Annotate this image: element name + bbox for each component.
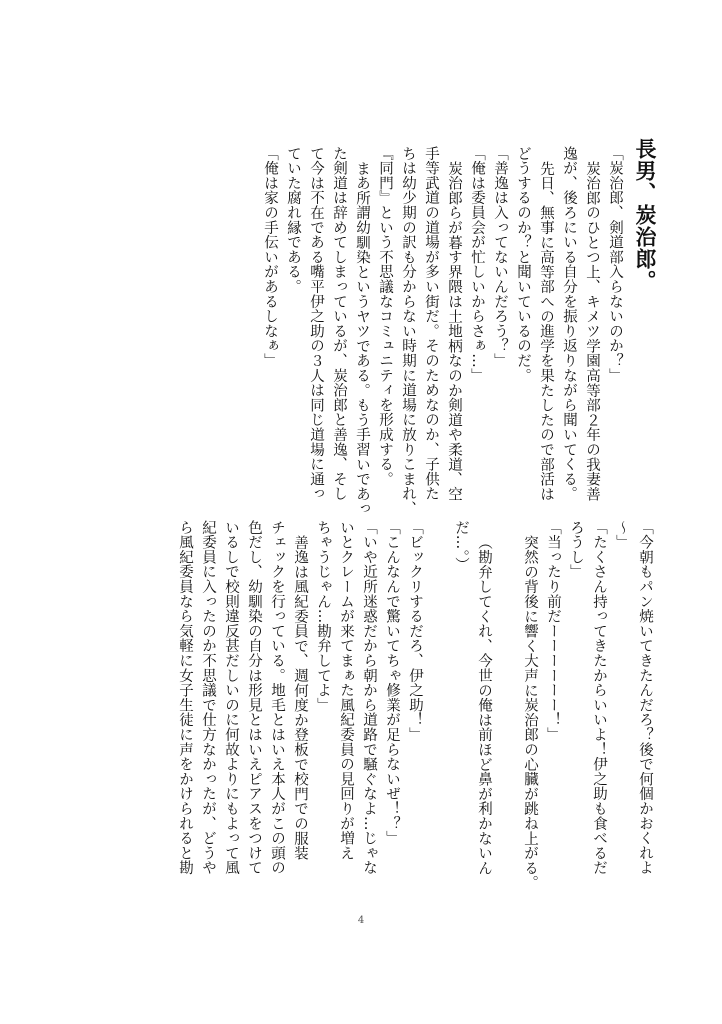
text-line: 「当ったり前だーーーーーー！」 [545, 520, 561, 742]
text-line: 手等武道の道場が多い街だ。そのためなのか、子供た [423, 146, 439, 502]
text-line: ちゃうじゃん…勘弁してよ」 [315, 520, 331, 713]
text-line: 『同門』という不思議なコミュニティを形成する。 [377, 146, 393, 487]
text-line: 「俺は委員会が忙しいからさぁ…」 [469, 146, 485, 383]
text-line: ら風紀委員なら気軽に女子生徒に声をかけられると勘 [177, 520, 193, 876]
text-line: いるしで校則違反甚だしいのに何故よりにもよって風 [223, 520, 239, 876]
lower-text-block [173, 520, 656, 900]
text-line: 色だし、幼馴染の自分は形見とはいえピアスをつけて [246, 520, 262, 876]
upper-text-block [258, 146, 626, 516]
text-line: ていた腐れ縁である。 [285, 146, 301, 294]
text-line: 「善逸は入ってないんだろう？」 [492, 146, 508, 368]
text-line: 「たくさん持ってきたからいいよ！伊之助も食べるだ [591, 520, 607, 876]
text-line: 紀委員に入ったのか不思議で仕方なかったが、どうや [200, 520, 216, 876]
text-line: 炭治郎のひとつ上、キメツ学園高等部２年の我妻善 [584, 160, 600, 501]
text-line: 「今朝もパン焼いてきたんだろ？後で何個かおくれよ [637, 520, 653, 876]
text-line: だ…。） [453, 520, 469, 572]
text-line: ちは幼少期の訳も分からない時期に道場に放りこまれ、 [400, 146, 416, 516]
chapter-title: 長男、炭治郎。 [633, 138, 658, 292]
text-line: 「いや近所迷惑だから朝から道路で騒ぐなよ…じゃな [361, 520, 377, 876]
text-line: 「炭治郎、剣道部入らないのか？」 [607, 146, 623, 383]
text-line: 善逸は風紀委員で、週何度か登板で校門での服装 [292, 534, 308, 861]
text-line: 逸が、後ろにいる自分を振り返りながら聞いてくる。 [561, 146, 577, 502]
text-line [495, 520, 518, 900]
text-line [426, 520, 449, 900]
text-line: た剣道は辞めてしまっているが、炭治郎と善逸、そし [331, 146, 347, 502]
text-line: 先日、無事に高等部への進学を果たしたので部活は [538, 160, 554, 501]
text-line: （勘弁してくれ、今世の俺は前ほど鼻が利かないん [476, 534, 492, 875]
text-line: ろうし」 [568, 520, 584, 580]
text-line: いとクレームが来てまぁた風紀委員の見回りが増え [338, 520, 354, 861]
text-line: て今は不在である嘴平伊之助の３人は同じ道場に通っ [308, 146, 324, 502]
text-line: 「ビックリするだろ、伊之助！」 [407, 520, 423, 742]
page-number: 4 [357, 915, 365, 926]
text-line: どうするのか？と聞いているのだ。 [515, 146, 531, 383]
text-line: 「こんなんで驚いてちゃ修業が足らないぜ！？」 [384, 520, 400, 846]
text-line: 炭治郎らが暮す界隈は土地柄なのか剣道や柔道、空 [446, 160, 462, 501]
text-line: 〜」 [614, 520, 630, 550]
text-line: 突然の背後に響く大声に炭治郎の心臓が跳ね上がる。 [522, 534, 538, 890]
text-line: チェックを行っている。地毛とはいえ本人がこの頭の [269, 520, 285, 876]
text-line: 「俺は家の手伝いがあるしなぁ」 [262, 146, 278, 368]
text-line: まあ所謂幼馴染というヤツである。もう手習いであっ [354, 160, 370, 516]
